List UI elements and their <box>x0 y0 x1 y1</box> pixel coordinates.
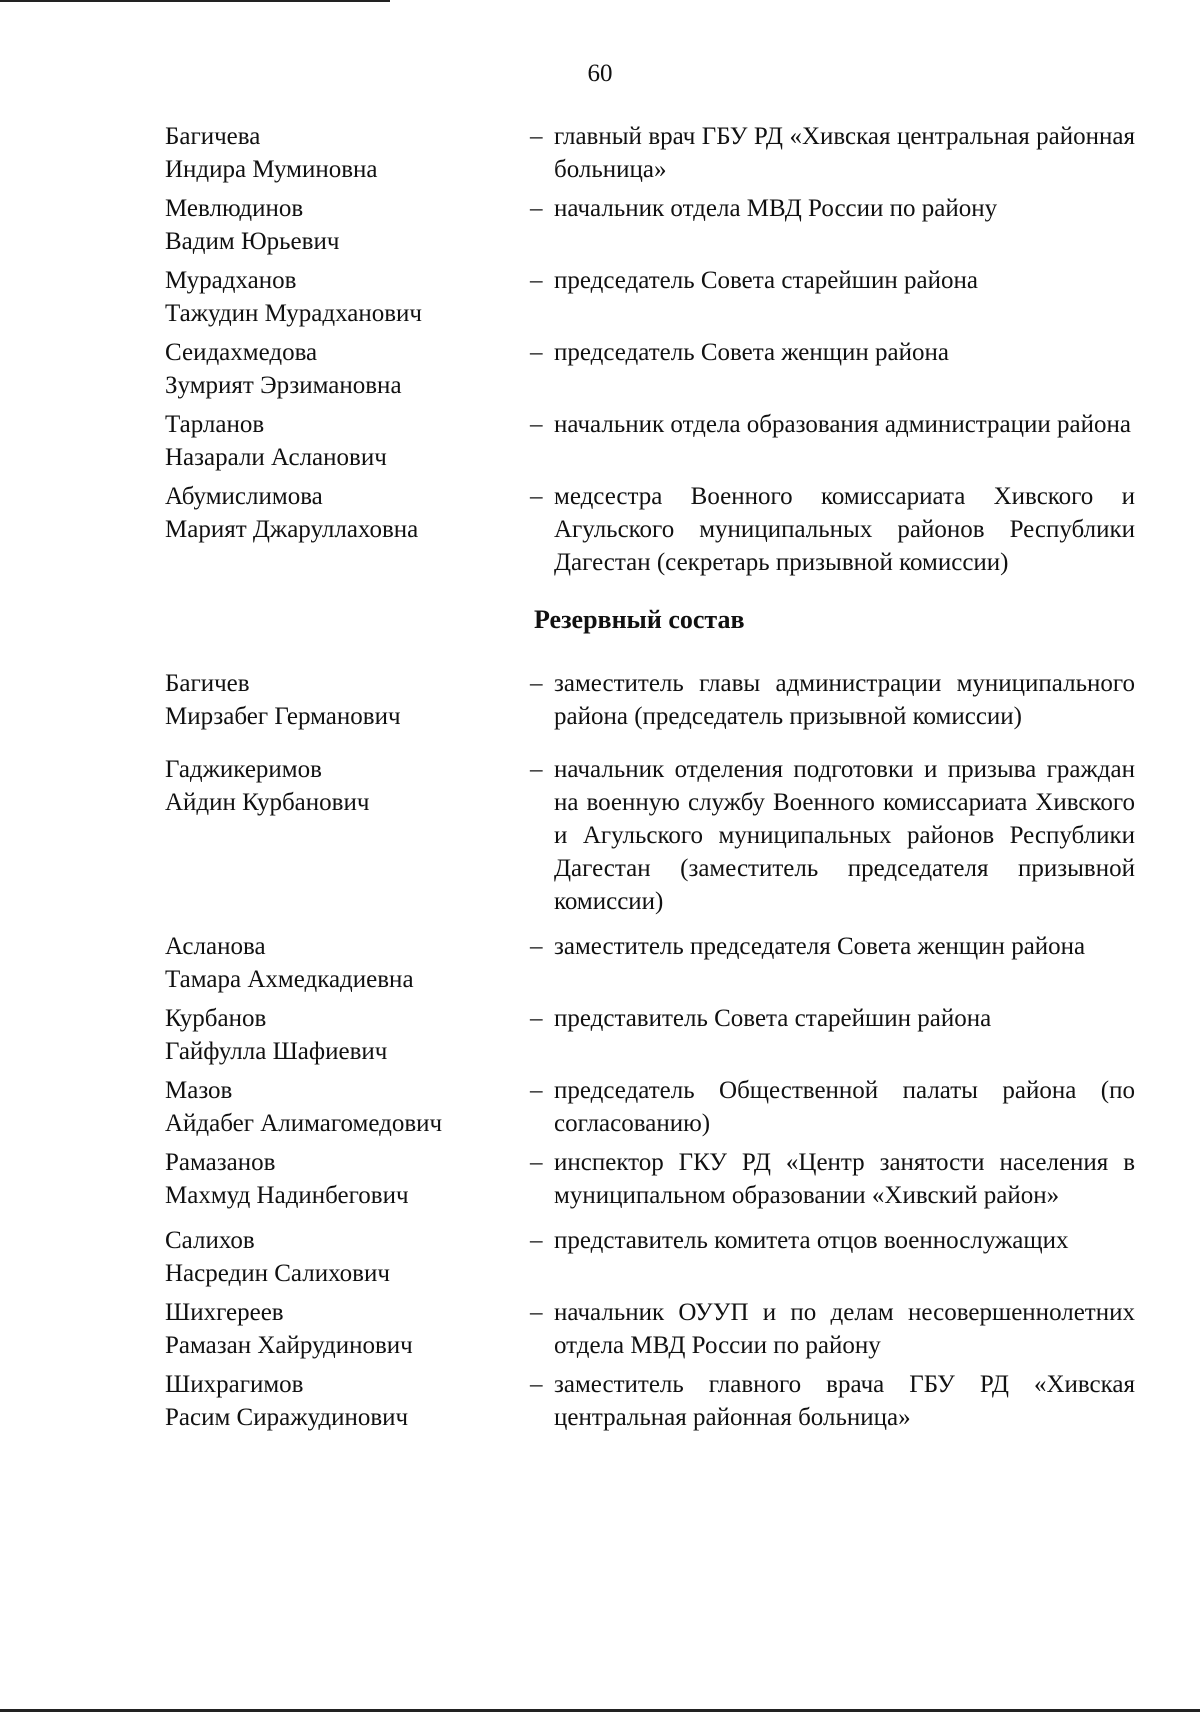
member-given-names: Рамазан Хайрудинович <box>165 1332 413 1359</box>
member-given-names: Марият Джаруллаховна <box>165 516 419 543</box>
dash: – <box>530 195 543 222</box>
member-name <box>165 480 530 579</box>
member-row <box>165 192 1135 258</box>
member-row <box>165 120 1135 186</box>
member-row <box>165 1002 1135 1068</box>
member-position: представитель комитета отцов военнослужащих <box>554 1227 1069 1254</box>
member-row <box>165 1146 1135 1212</box>
member-given-names: Вадим Юрьевич <box>165 228 340 255</box>
member-surname: Курбанов <box>165 1005 267 1032</box>
reserve-section-heading: Резервный состав <box>534 605 745 634</box>
scan-edge-bottom <box>0 1709 1200 1712</box>
dash: – <box>530 1005 543 1032</box>
member-surname: Асланова <box>165 933 266 960</box>
member-name <box>165 753 530 918</box>
member-row <box>165 408 1135 474</box>
member-surname: Гаджикеримов <box>165 756 322 783</box>
member-surname: Сеидахмедова <box>165 339 318 366</box>
member-given-names: Расим Сиражудинович <box>165 1404 409 1431</box>
member-surname: Мурадханов <box>165 267 297 294</box>
member-position: заместитель председателя Совета женщин района <box>554 933 1086 960</box>
member-given-names: Айдабег Алимагомедович <box>165 1110 443 1137</box>
page-number: 60 <box>587 60 613 87</box>
member-position: представитель Совета старейшин района <box>554 1005 992 1032</box>
member-surname: Шихрагимов <box>165 1371 304 1398</box>
member-name <box>165 1296 530 1362</box>
member-row <box>165 667 1135 733</box>
member-row <box>165 1296 1135 1362</box>
dash: – <box>530 933 543 960</box>
member-position: председатель Общественной палаты района (по согласованию) <box>554 1077 1135 1137</box>
dash: – <box>530 1077 543 1104</box>
member-name <box>165 667 530 733</box>
commission-roster <box>165 120 1135 1434</box>
dash: – <box>530 339 543 366</box>
member-name <box>165 1146 530 1212</box>
member-position: заместитель главного врача ГБУ РД «Хивская центральная районная больница» <box>554 1371 1135 1431</box>
member-surname: Мевлюдинов <box>165 195 304 222</box>
dash: – <box>530 1149 543 1176</box>
member-name <box>165 264 530 330</box>
member-surname: Тарланов <box>165 411 265 438</box>
dash: – <box>530 1371 543 1398</box>
dash: – <box>530 1299 543 1326</box>
dash: – <box>530 411 543 438</box>
member-position: начальник отдела МВД России по району <box>554 195 998 222</box>
member-surname: Рамазанов <box>165 1149 276 1176</box>
member-position: председатель Совета женщин района <box>554 339 949 366</box>
dash: – <box>530 483 543 510</box>
member-row <box>165 336 1135 402</box>
member-name <box>165 408 530 474</box>
member-given-names: Насредин Салихович <box>165 1260 390 1287</box>
member-name <box>165 1002 530 1068</box>
member-row <box>165 1224 1135 1290</box>
member-surname: Мазов <box>165 1077 233 1104</box>
member-position: начальник ОУУП и по делам несовершеннолетних отдела МВД России по району <box>554 1299 1135 1359</box>
member-name <box>165 1224 530 1290</box>
member-name <box>165 1074 530 1140</box>
member-name <box>165 192 530 258</box>
member-position: начальник отдела образования администрации района <box>554 411 1131 438</box>
member-position: заместитель главы администрации муниципального района (председатель призывной комиссии) <box>554 670 1135 730</box>
member-surname: Багичева <box>165 123 261 150</box>
member-name <box>165 120 530 186</box>
member-given-names: Тажудин Мурадханович <box>165 300 422 327</box>
member-given-names: Мирзабег Германович <box>165 703 401 730</box>
member-surname: Багичев <box>165 670 250 697</box>
member-given-names: Зумрият Эрзимановна <box>165 372 402 399</box>
member-name <box>165 1368 530 1434</box>
member-given-names: Назарали Асланович <box>165 444 387 471</box>
member-row <box>165 480 1135 579</box>
member-position: председатель Совета старейшин района <box>554 267 978 294</box>
member-position: медсестра Военного комиссариата Хивского и Агульского муниципальных районов Республики Дагестан (секретарь призывной комиссии) <box>554 483 1135 576</box>
member-row <box>165 930 1135 996</box>
dash: – <box>530 756 543 783</box>
member-name <box>165 930 530 996</box>
member-given-names: Айдин Курбанович <box>165 789 370 816</box>
member-surname: Шихгереев <box>165 1299 284 1326</box>
member-given-names: Махмуд Надинбегович <box>165 1182 409 1209</box>
dash: – <box>530 670 543 697</box>
dash: – <box>530 1227 543 1254</box>
dash: – <box>530 123 543 150</box>
member-name <box>165 336 530 402</box>
member-given-names: Индира Муминовна <box>165 156 378 183</box>
member-position: главный врач ГБУ РД «Хивская центральная районная больница» <box>554 123 1135 183</box>
member-position: начальник отделения подготовки и призыва граждан на военную службу Военного комиссариата Хивского и Агульского муниципальных районов Республики Дагестан (заместитель председателя призывной комиссии) <box>554 756 1135 915</box>
member-surname: Абумислимова <box>165 483 323 510</box>
member-row <box>165 1074 1135 1140</box>
scan-edge-top <box>0 0 390 2</box>
dash: – <box>530 267 543 294</box>
member-row <box>165 264 1135 330</box>
member-given-names: Гайфулла Шафиевич <box>165 1038 388 1065</box>
member-row <box>165 753 1135 918</box>
member-surname: Салихов <box>165 1227 255 1254</box>
member-given-names: Тамара Ахмедкадиевна <box>165 966 414 993</box>
member-position: инспектор ГКУ РД «Центр занятости населения в муниципальном образовании «Хивский район» <box>554 1149 1135 1209</box>
member-row <box>165 1368 1135 1434</box>
